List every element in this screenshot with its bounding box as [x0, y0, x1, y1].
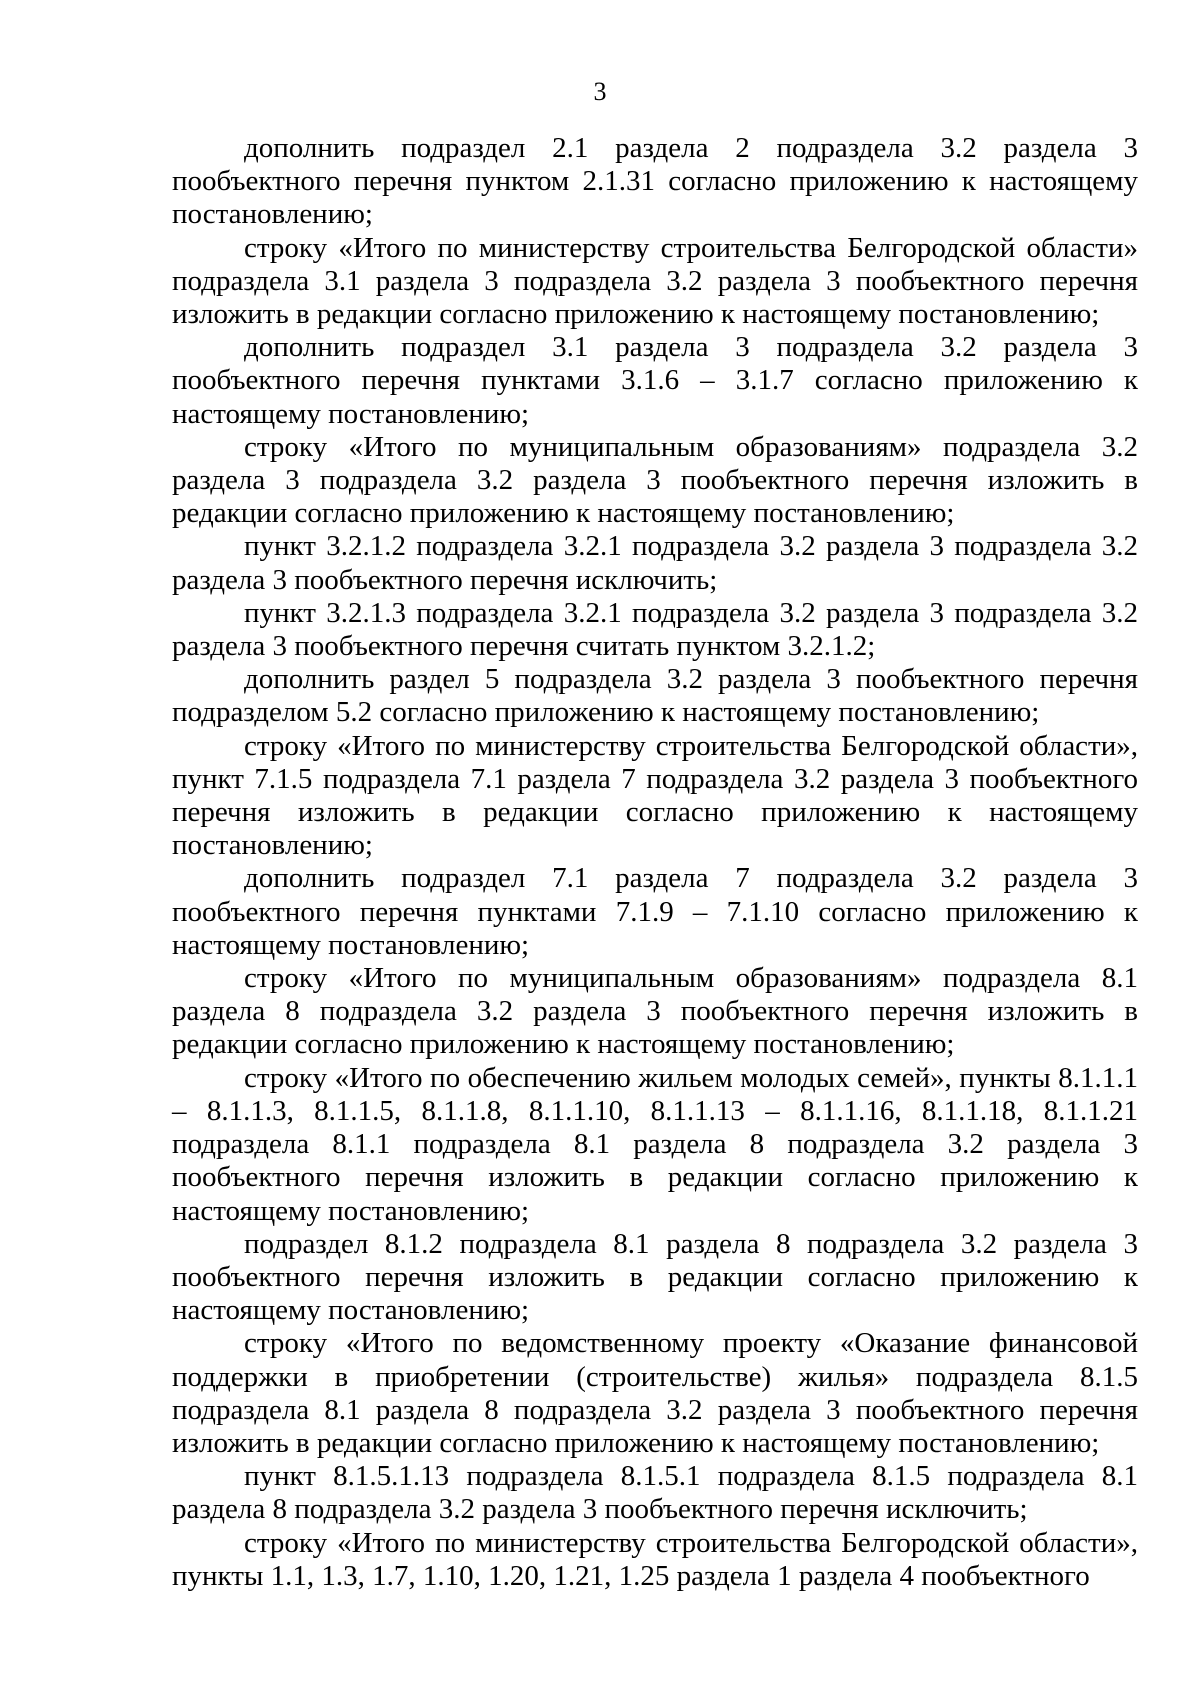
paragraph: строку «Итого по ведомственному проекту «Оказание финансовой поддержки в приобретении (строительстве) жилья» подраздела 8.1.5 подраздела 8.1 раздела 8 подраздела 3.2 раздела 3 пообъектного перечня изложить в редакции согласно приложению к настоящему постановлению; — [172, 1327, 1138, 1459]
paragraph: дополнить подраздел 7.1 раздела 7 подраздела 3.2 раздела 3 пообъектного перечня пунктами 7.1.9 – 7.1.10 согласно приложению к настоящему постановлению; — [172, 862, 1138, 961]
paragraph: подраздел 8.1.2 подраздела 8.1 раздела 8 подраздела 3.2 раздела 3 пообъектного перечня изложить в редакции согласно приложению к настоящему постановлению; — [172, 1227, 1138, 1327]
paragraph: пункт 8.1.5.1.13 подраздела 8.1.5.1 подраздела 8.1.5 подраздела 8.1 раздела 8 подраздела 3.2 раздела 3 пообъектного перечня исключить; — [172, 1460, 1138, 1526]
paragraph: строку «Итого по муниципальным образованиям» подраздела 8.1 раздела 8 подраздела 3.2 раздела 3 пообъектного перечня изложить в редакции согласно приложению к настоящему постановлению; — [172, 962, 1138, 1061]
paragraph: строку «Итого по обеспечению жильем молодых семей», пункты 8.1.1.1 – 8.1.1.3, 8.1.1.5, 8.1.1.8, 8.1.1.10, 8.1.1.13 – 8.1.1.16, 8.1.1.18, 8.1.1.21 подраздела 8.1.1 подраздела 8.1 раздела 8 подраздела 3.2 раздела 3 пообъектного перечня изложить в редакции согласно приложению к настоящему постановлению; — [172, 1061, 1138, 1227]
paragraph: строку «Итого по муниципальным образованиям» подраздела 3.2 раздела 3 подраздела 3.2 раздела 3 пообъектного перечня изложить в редакции согласно приложению к настоящему постановлению; — [172, 430, 1138, 530]
paragraph: строку «Итого по министерству строительства Белгородской области», пункт 7.1.5 подраздела 7.1 раздела 7 подраздела 3.2 раздела 3 пообъектного перечня изложить в редакции согласно приложению к настоящему постановлению; — [172, 729, 1138, 862]
paragraph: пункт 3.2.1.3 подраздела 3.2.1 подраздела 3.2 раздела 3 подраздела 3.2 раздела 3 пообъектного перечня считать пунктом 3.2.1.2; — [172, 596, 1138, 663]
page-number: 3 — [593, 77, 607, 106]
paragraph: пункт 3.2.1.2 подраздела 3.2.1 подраздела 3.2 раздела 3 подраздела 3.2 раздела 3 пообъектного перечня исключить; — [172, 530, 1138, 596]
paragraph: дополнить раздел 5 подраздела 3.2 раздела 3 пообъектного перечня подразделом 5.2 согласно приложению к настоящему постановлению; — [172, 663, 1138, 729]
document-body — [172, 132, 1138, 1593]
paragraph: строку «Итого по министерству строительства Белгородской области» подраздела 3.1 раздела 3 подраздела 3.2 раздела 3 пообъектного перечня изложить в редакции согласно приложению к настоящему постановлению; — [172, 231, 1138, 331]
paragraph: строку «Итого по министерству строительства Белгородской области», пункты 1.1, 1.3, 1.7, 1.10, 1.20, 1.21, 1.25 раздела 1 раздела 4 пообъектного — [172, 1526, 1138, 1592]
paragraph: дополнить подраздел 2.1 раздела 2 подраздела 3.2 раздела 3 пообъектного перечня пунктом 2.1.31 согласно приложению к настоящему постановлению; — [172, 132, 1138, 231]
paragraph: дополнить подраздел 3.1 раздела 3 подраздела 3.2 раздела 3 пообъектного перечня пунктами 3.1.6 – 3.1.7 согласно приложению к настоящему постановлению; — [172, 331, 1138, 430]
